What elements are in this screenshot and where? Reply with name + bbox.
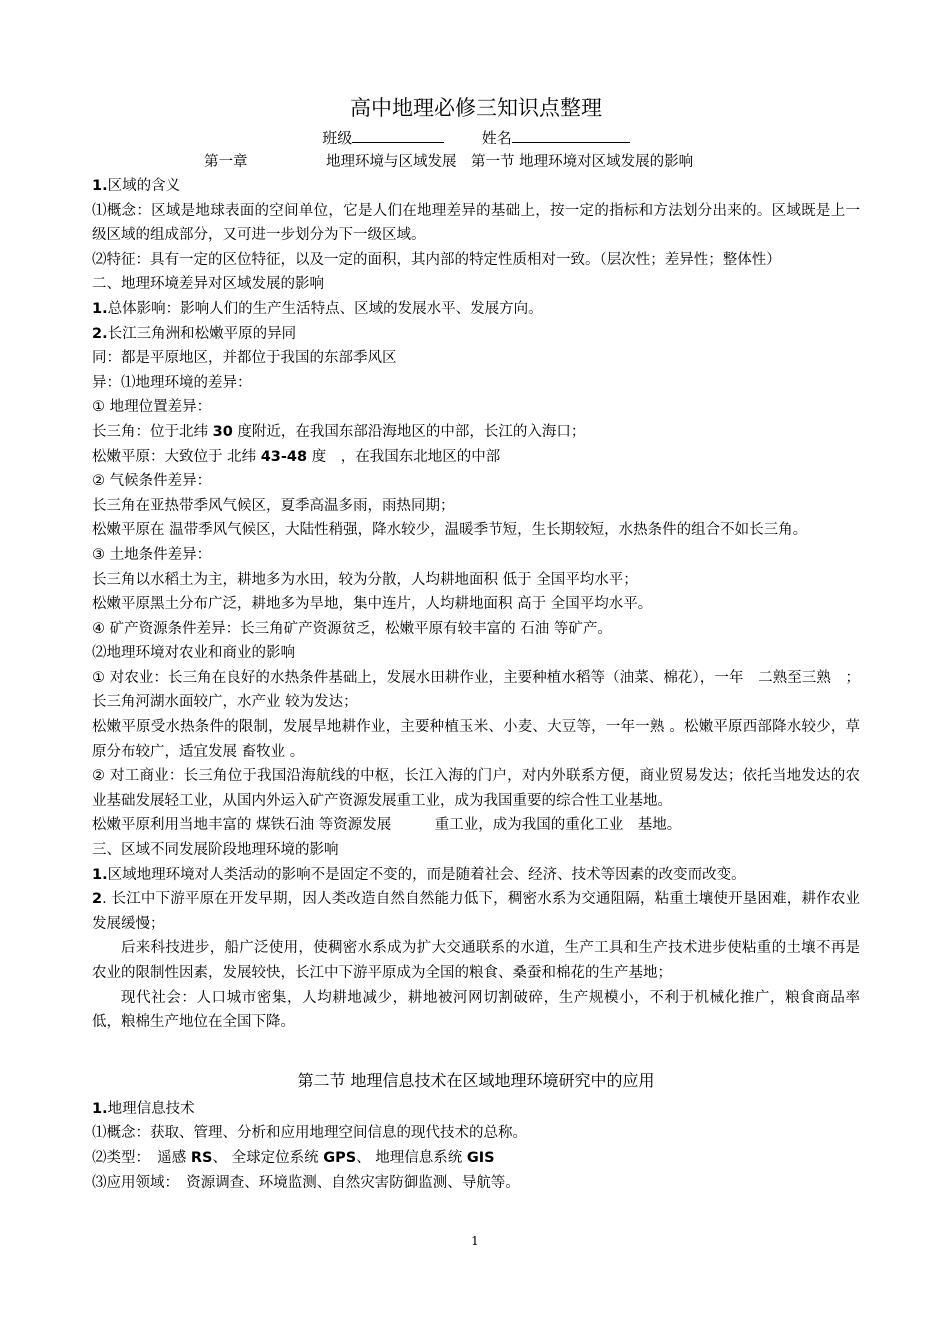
line-text: 松嫩平原黑土分布广泛，耕地多为旱地，集中连片，人均耕地面积 高于 全国平均水平。: [92, 596, 653, 613]
class-label: 班级: [322, 129, 353, 147]
text-line: [92, 986, 860, 1035]
text-line: [92, 395, 860, 420]
line-text: 二、地理环境差异对区域发展的影响: [92, 276, 324, 293]
page-title: 高中地理必修三知识点整理: [350, 96, 602, 120]
line-text: 异：⑴地理环境的差异：: [92, 374, 252, 391]
item-number: 1.: [92, 178, 108, 194]
line-text: ⑴概念：区域是地球表面的空间单位，它是人们在地理差异的基础上，按一定的指标和方法划分出来的。区域既是上一级区域的组成部分，又可进一步划分为下一级区域。: [92, 202, 860, 244]
text-line: [92, 445, 860, 470]
line-text: ⑵地理环境对农业和商业的影响: [92, 645, 295, 662]
line-text: 松嫩平原：大致位于 北纬: [92, 448, 261, 465]
line-text: 松嫩平原受水热条件的限制，发展旱地耕作业，主要种植玉米、小麦、大豆等，一年一熟 。松嫩平原西部降水较少，草原分布较广，适宜发展 畜牧业 。: [92, 719, 860, 760]
line-text: 、 全球定位系统: [212, 1149, 324, 1166]
text-line: [92, 174, 860, 199]
line-text: ① 地理位置差异：: [92, 399, 212, 416]
line-text: 长三角以水稻土为主，耕地多为水田，较为分散，人均耕地面积 低于 全国平均水平；: [92, 571, 638, 588]
text-line: [92, 568, 860, 593]
class-blank: [352, 127, 444, 143]
line-text: 同：都是平原地区，并都位于我国的东部季风区: [92, 350, 397, 367]
section-two-title: 第二节 地理信息技术在区域地理环境研究中的应用: [297, 1070, 655, 1090]
text-line: [92, 199, 860, 248]
class-name-line: [92, 126, 860, 150]
text-line: [92, 666, 860, 715]
bold-value: RS: [190, 1149, 213, 1166]
line-text: 松嫩平原在 温带季风气候区，大陆性稍强，降水较少，温暖季节短，生长期较短，水热条件的组合不如长三角。: [92, 522, 808, 539]
text-line: [92, 863, 860, 888]
text-line: [92, 1171, 860, 1196]
line-text: ⑵特征：具有一定的区位特征，以及一定的面积，其内部的特定性质相对一致。（层次性；差异性；整体性）: [92, 251, 781, 268]
line-text: ② 对工商业：长三角位于我国沿海航线的中枢，长江入海的门户，对内外联系方便，商业贸易发达；依托当地发达的农业基础发展轻工业，从国内外运入矿产资源发展重工业，成为我国重要的综合性工业基地。: [92, 768, 860, 809]
bold-value: GIS: [466, 1149, 495, 1166]
text-line: [92, 592, 860, 617]
line-text: 度 ，在我国东北地区的中部: [307, 448, 501, 465]
text-line: [92, 1121, 860, 1146]
text-line: [92, 272, 860, 297]
text-line: [92, 715, 860, 764]
bold-value: GPS: [323, 1149, 357, 1166]
section-two-body: [92, 1097, 860, 1195]
line-text: 长三角：位于北纬: [92, 423, 213, 440]
bold-value: 43-48: [260, 448, 308, 465]
name-label: 姓名: [481, 129, 512, 147]
text-line: [92, 469, 860, 494]
text-line: [92, 248, 860, 273]
line-text: ⑶应用领域： 资源调查、环境监测、自然灾害防御监测、导航等。: [92, 1174, 520, 1191]
text-line: [92, 518, 860, 543]
line-text: ④ 矿产资源条件差异：长三角矿产资源贫乏，松嫩平原有较丰富的 石油 等矿产。: [92, 620, 612, 637]
text-line: [92, 617, 860, 642]
line-text: . 长江中下游平原在开发早期，因人类改造自然自然能力低下，稠密水系为交通阻隔，粘重土壤使开垦困难，耕作农业发展缓慢；: [92, 891, 860, 932]
text-line: [92, 371, 860, 396]
line-text: 度附近，在我国东部沿海地区的中部，长江的入海口；: [232, 423, 586, 440]
chapter-heading: [92, 150, 860, 174]
document-page: [92, 96, 860, 1195]
item-number: 1.: [92, 1100, 108, 1117]
text-line: [92, 641, 860, 666]
text-line: [92, 764, 860, 813]
name-blank: [512, 127, 630, 143]
line-text: 长三角在亚热带季风气候区，夏季高温多雨，雨热同期；: [92, 497, 455, 514]
line-text: 松嫩平原利用当地丰富的 煤铁石油 等资源发展 重工业，成为我国的重化工业 基地。: [92, 817, 682, 834]
line-text: 地理信息技术: [107, 1100, 195, 1117]
line-text: ① 对农业：长三角在良好的水热条件基础上，发展水田耕作业，主要种植水稻等（油菜、棉花），一年 二熟至三熟 ；长三角河湖水面较广，水产业 较为发达；: [92, 669, 860, 711]
item-number: 2.: [92, 325, 108, 342]
text-line: [92, 322, 860, 347]
text-line: [92, 494, 860, 519]
text-line: [92, 1146, 860, 1171]
line-text: ⑴概念：获取、管理、分析和应用地理空间信息的现代技术的总称。: [92, 1125, 527, 1142]
text-line: [92, 813, 860, 838]
line-text: 后来科技进步，船广泛使用，使稠密水系成为扩大交通联系的水道，生产工具和生产技术进步使粘重的土壤不再是农业的限制性因素，发展较快，长江中下游平原成为全国的粮食、桑蚕和棉花的生产基地；: [92, 940, 860, 981]
item-number: 1.: [92, 866, 108, 883]
line-text: 现代社会：人口城市密集，人均耕地减少，耕地被河网切割破碎，生产规模小，不利于机械化推广，粮食商品率低，粮棉生产地位在全国下降。: [92, 989, 860, 1031]
line-text: 总体影响：影响人们的生产生活特点、区域的发展水平、发展方向。: [107, 300, 543, 317]
line-text: ② 气候条件差异：: [92, 473, 212, 490]
chapter-label: 第一章: [204, 154, 248, 170]
bold-value: 30: [212, 423, 233, 440]
line-text: 、 地理信息系统: [356, 1149, 467, 1166]
text-line: [92, 297, 860, 322]
text-line: [92, 420, 860, 445]
text-line: [92, 887, 860, 936]
text-line: [92, 1097, 860, 1122]
line-text: 区域地理环境对人类活动的影响不是固定不变的，而是随着社会、经济、技术等因素的改变而改变。: [107, 866, 746, 883]
line-text: ⑵类型： 遥感: [92, 1149, 191, 1166]
text-line: [92, 543, 860, 568]
text-line: [92, 346, 860, 371]
line-text: 三、区域不同发展阶段地理环境的影响: [92, 842, 339, 859]
item-number: 1.: [92, 300, 108, 317]
line-text: 长江三角洲和松嫩平原的异同: [107, 325, 297, 342]
chapter-title: 地理环境与区域发展 第一节 地理环境对区域发展的影响: [326, 154, 694, 170]
text-line: [92, 936, 860, 985]
section-one-body: [92, 174, 860, 1035]
line-text: ③ 土地条件差异：: [92, 546, 212, 563]
page-number: 1: [471, 1234, 479, 1248]
line-text: 区域的含义: [107, 178, 181, 194]
item-number: 2: [92, 891, 103, 908]
text-line: [92, 838, 860, 863]
